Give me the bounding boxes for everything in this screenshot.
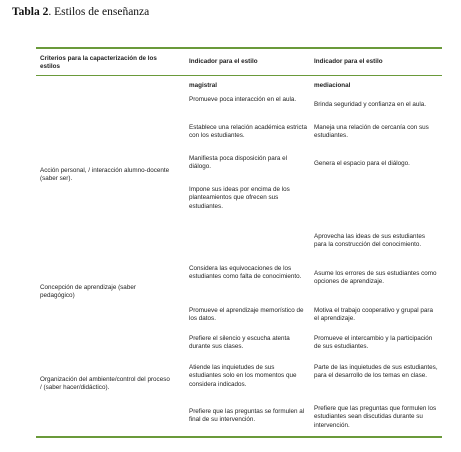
mediacional-cell: Aprovecha las ideas de sus estudiantes para la construcción del conocimiento. bbox=[314, 233, 425, 249]
magistral-cell: Prefiere el silencio y escucha atenta durante sus clases. bbox=[189, 335, 290, 351]
header-mediacional: Indicador para el estilo bbox=[314, 58, 383, 65]
magistral-cell: Establece una relación académica estricta con los estudiantes. bbox=[189, 124, 307, 140]
mediacional-cell: Brinda seguridad y confianza en el aula. bbox=[314, 101, 427, 108]
criteria-cell: Organización del ambiente/control del proceso / (saber hacer/didáctico). bbox=[40, 376, 170, 392]
magistral-cell: Considera las equivocaciones de los estudiantes como falta de conocimiento. bbox=[189, 265, 302, 281]
header-magistral: Indicador para el estilo bbox=[189, 58, 258, 65]
table-top-rule bbox=[36, 47, 442, 49]
mediacional-cell: Promueve el intercambio y la participación de sus estudiantes. bbox=[314, 335, 433, 351]
magistral-cell: Prefiere que las preguntas se formulen al final de su intervención. bbox=[189, 408, 305, 424]
subheader-magistral: magistral bbox=[189, 82, 217, 89]
table-label: Tabla 2 bbox=[12, 6, 49, 18]
magistral-cell: Atiende las inquietudes de sus estudiantes solo en los momentos que considera indicados. bbox=[189, 364, 297, 388]
mediacional-cell: Genera el espacio para el diálogo. bbox=[314, 160, 410, 167]
criteria-cell: Acción personal, / interacción alumno-docente (saber ser). bbox=[40, 167, 170, 183]
magistral-cell: Promueve el aprendizaje memorístico de los datos. bbox=[189, 307, 304, 323]
mediacional-cell: Parte de las inquietudes de sus estudiantes, para el desarrollo de los temas en clase. bbox=[314, 364, 438, 380]
table-title: Estilos de enseñanza bbox=[54, 6, 150, 18]
magistral-cell: Impone sus ideas por encima de los planteamientos que ofrecen sus estudiantes. bbox=[189, 186, 290, 210]
table-caption: Tabla 2. Estilos de enseñanza bbox=[12, 6, 150, 18]
header-criteria: Criterios para la capacterización de los estilos bbox=[40, 55, 157, 71]
table-bottom-rule bbox=[36, 436, 442, 438]
table-header-rule bbox=[36, 75, 442, 76]
magistral-cell: Manifiesta poca disposición para el diálogo. bbox=[189, 155, 288, 171]
mediacional-cell: Asume los errores de sus estudiantes como opciones de aprendizaje. bbox=[314, 270, 437, 286]
subheader-mediacional: mediacional bbox=[314, 82, 351, 89]
mediacional-cell: Maneja una relación de cercanía con sus estudiantes. bbox=[314, 124, 429, 140]
criteria-cell: Concepción de aprendizaje (saber pedagógico) bbox=[40, 284, 136, 300]
mediacional-cell: Motiva el trabajo cooperativo y grupal para el aprendizaje. bbox=[314, 307, 434, 323]
mediacional-cell: Prefiere que las preguntas que formulen los estudiantes sean discutidas durante su intervención. bbox=[314, 405, 437, 429]
magistral-cell: Promueve poca interacción en el aula. bbox=[189, 96, 297, 103]
